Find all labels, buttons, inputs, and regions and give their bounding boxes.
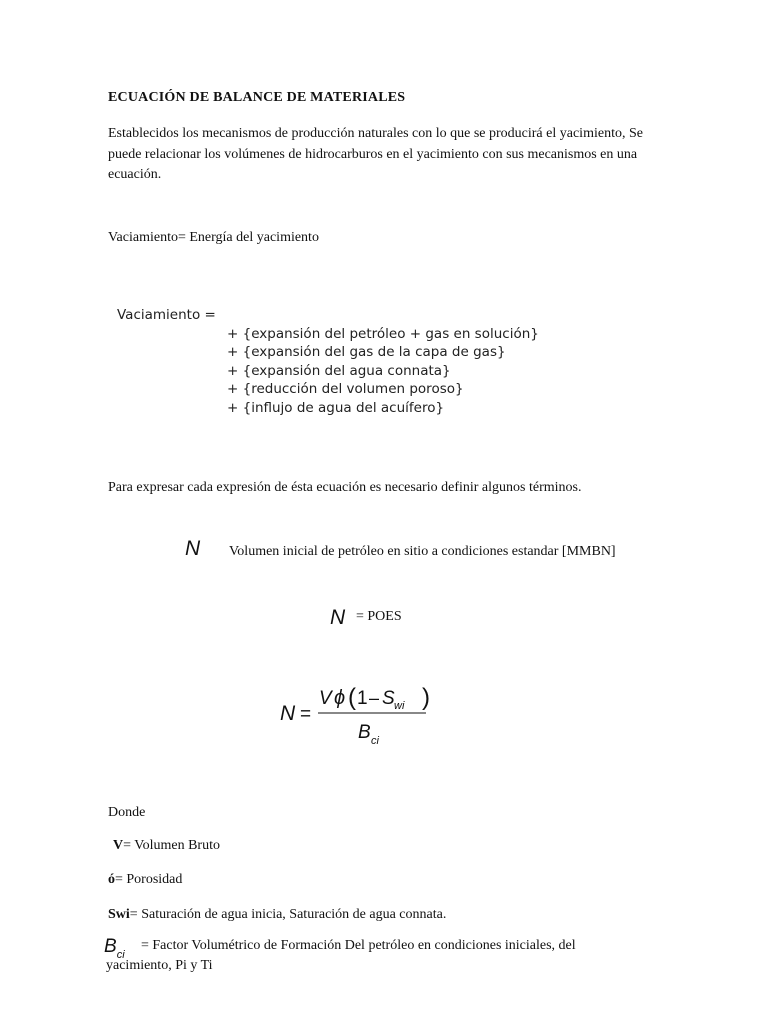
equation-term: + {influjo de agua del acuífero}: [227, 399, 445, 416]
formula-b: B: [358, 722, 371, 743]
definition-text: = Porosidad: [115, 872, 183, 887]
equation-term: + {expansión del gas de la capa de gas}: [227, 344, 506, 360]
formula-s-sub: wi: [394, 700, 405, 712]
formula-phi: ϕ: [334, 687, 346, 709]
terms-intro-paragraph: Para expresar cada expresión de ésta ecuación es necesario definir algunos términos.: [108, 480, 582, 495]
definition-symbol: ó: [108, 872, 115, 887]
donde-label: Donde: [108, 805, 146, 820]
definition-swi: [108, 905, 446, 925]
n-description: Volumen inicial de petróleo en sitio a condiciones estandar [MMBN]: [229, 544, 616, 559]
document-title: ECUACIÓN DE BALANCE DE MATERIALES: [108, 90, 406, 105]
equation-term: + {expansión del agua connata}: [227, 362, 451, 379]
formula-s: S: [382, 688, 395, 709]
definition-porosidad: [108, 870, 182, 890]
formula-close-paren: ): [422, 684, 430, 711]
definition-text-continued: yacimiento, Pi y Ti: [106, 958, 213, 973]
poes-formula: [280, 680, 440, 750]
definition-symbol: Swi: [108, 907, 130, 922]
definition-v: [113, 836, 220, 856]
equation-term: + {expansión del petróleo + gas en solución}: [227, 325, 539, 342]
definition-symbol: V: [113, 838, 124, 853]
vaciamiento-line: Vaciamiento= Energía del yacimiento: [108, 230, 319, 245]
bci-subscript: ci: [116, 949, 125, 961]
definition-text: = Volumen Bruto: [123, 838, 220, 853]
n-equals-poes: = POES: [356, 609, 402, 624]
formula-lhs: N: [280, 702, 296, 725]
definition-text: = Factor Volumétrico de Formación Del petróleo en condiciones iniciales, del: [141, 938, 576, 953]
bci-letter: B: [104, 936, 117, 957]
vaciamiento-equation: [117, 306, 539, 417]
definition-bci: [106, 936, 661, 976]
formula-v: V: [319, 688, 332, 709]
n-symbol: N: [185, 537, 201, 560]
formula-equals: =: [300, 704, 312, 725]
equation-term: + {reducción del volumen poroso}: [227, 381, 464, 397]
formula-one: 1: [357, 688, 368, 709]
formula-b-sub: ci: [371, 735, 379, 747]
definition-text: = Saturación de agua inicia, Saturación de agua connata.: [129, 907, 447, 922]
equation-head: Vaciamiento =: [117, 307, 216, 323]
intro-paragraph: Establecidos los mecanismos de producción naturales con lo que se producirá el yacimiento, Se puede relacionar los volúmenes de hidrocarburos en el yacimiento con sus mecanismos en una ecuación.: [108, 126, 643, 182]
formula-open-paren: (: [348, 684, 356, 711]
n-symbol-poes: N: [330, 606, 346, 629]
formula-minus: –: [369, 688, 380, 708]
